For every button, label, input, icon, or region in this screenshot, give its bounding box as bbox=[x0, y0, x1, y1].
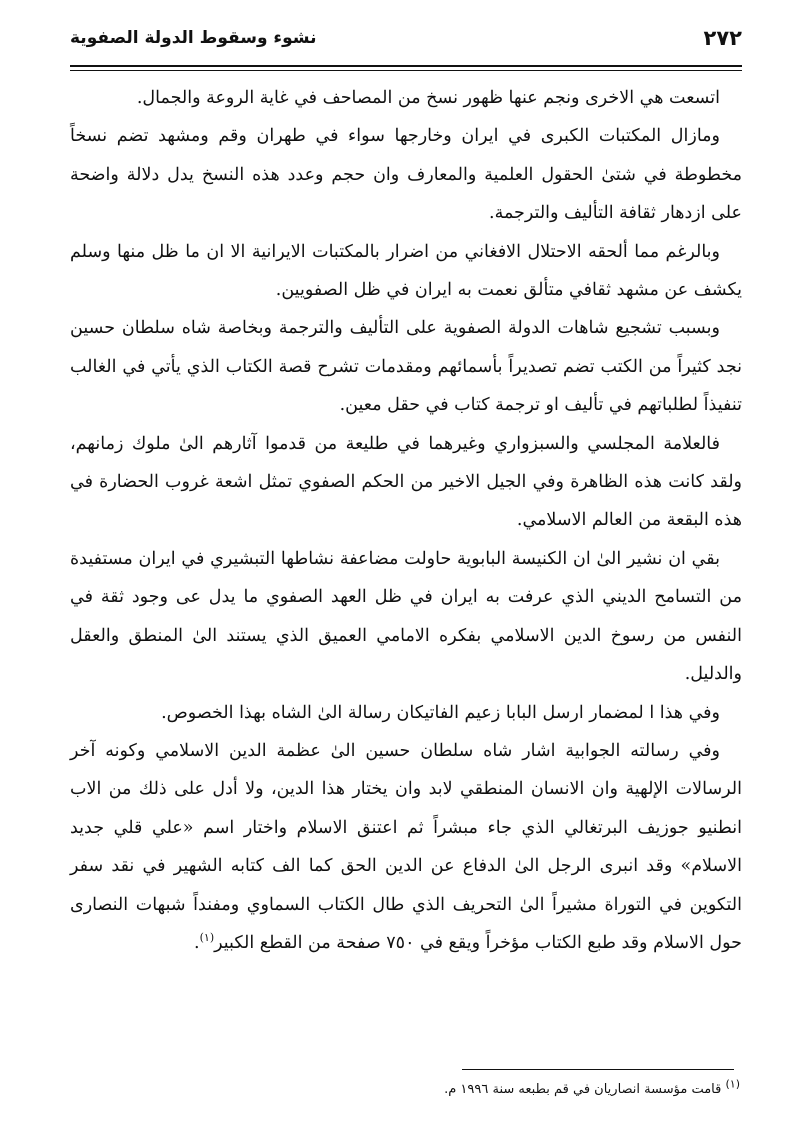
body-text bbox=[70, 79, 742, 962]
footnote-marker: (١) bbox=[725, 1077, 740, 1091]
footnote-separator bbox=[462, 1069, 734, 1070]
paragraph-end: . bbox=[194, 932, 200, 953]
header-rule-thick bbox=[70, 65, 742, 67]
page-number: ٢٧٢ bbox=[703, 26, 742, 50]
running-header bbox=[70, 26, 742, 62]
running-title: نشوء وسقوط الدولة الصفوية bbox=[70, 28, 317, 48]
paragraph: فالعلامة المجلسي والسبزواري وغيرهما في طليعة من قدموا آثارهم الىٰ ملوك زمانهم، ولقد كانت هذه الظاهرة وفي الجيل الاخير من الحكم الصفوي تمثل اشعة غروب الحضارة في هذه البقعة من العالم الاسلامي. bbox=[70, 433, 742, 531]
paragraph: بقي ان نشير الىٰ ان الكنيسة البابوية حاولت مضاعفة نشاطها التبشيري في ايران مستفيدة من التسامح الديني الذي عرفت به ايران في ظل العهد الصفوي ما يدل عى وجود ثقة في النفس من رسوخ الدين الاسلامي بفكره الامامي العميق الذي يستند الىٰ المنطق والعقل والدليل. bbox=[70, 548, 742, 685]
paragraph bbox=[70, 732, 742, 962]
footnote-text: قامت مؤسسة انصاريان في قم بطبعه سنة ١٩٩٦ م. bbox=[444, 1082, 722, 1097]
footnote bbox=[70, 1078, 740, 1102]
paragraph: اتسعت هي الاخرى ونجم عنها ظهور نسخ من المصاحف في غاية الروعة والجمال. bbox=[136, 88, 720, 108]
paragraph: وبالرغم مما ألحقه الاحتلال الافغاني من اضرار بالمكتبات الايرانية الا ان ما ظل منها وسلم يكشف عن مشهد ثقافي متألق نعمت به ايران في ظل الصفويين. bbox=[70, 241, 742, 301]
paragraph: ومازال المكتبات الكبرى في ايران وخارجها سواء في طهران وقم ومشهد تضم نسخاً مخطوطة في شتىٰ الحقول العلمية والمعارف وان حجم وعدد هذه النسخ يدل دلالة واضحة على ازدهار ثقافة التأليف والترجمة. bbox=[70, 126, 742, 224]
header-rule-thin bbox=[70, 70, 742, 71]
footnote-reference: (١) bbox=[199, 931, 215, 945]
paragraph: وفي هذا ا لمضمار ارسل البابا زعيم الفاتيكان رسالة الىٰ الشاه بهذا الخصوص. bbox=[161, 702, 720, 723]
paragraph: وبسبب تشجيع شاهات الدولة الصفوية على التأليف والترجمة وبخاصة شاه سلطان حسين نجد كثيراً من الكتب تضم تصديراً بأسمائهم ومقدمات تشرح قصة الكتاب الذي يأتي في الغالب تنفيذاً لطلباتهم في تأليف او ترجمة كتاب في حقل معين. bbox=[70, 318, 742, 416]
paragraph-text: وفي رسالته الجوابية اشار شاه سلطان حسين الىٰ عظمة الدين الاسلامي وكونه آخر الرسالات الإلهية وان الانسان المنطقي لابد وان يختار هذا الدين، ولا أدل على ذلك من الاب انطنيو جوزيف البرتغالي الذي جاء مبشراً ثم اعتنق الاسلام واختار اسم «علي قلي جديد الاسلام» وقد انبرى الرجل الىٰ الدفاع عن الدين الحق كما الف كتابه الشهير في نقد سفر التكوين في التوراة مشيراً الىٰ التحريف الذي طال الكتاب السماوي ومفنداً شبهات النصارى حول الاسلام وقد طبع الكتاب مؤخراً ويقع في ٧٥٠ صفحة من القطع الكبير bbox=[70, 740, 742, 953]
